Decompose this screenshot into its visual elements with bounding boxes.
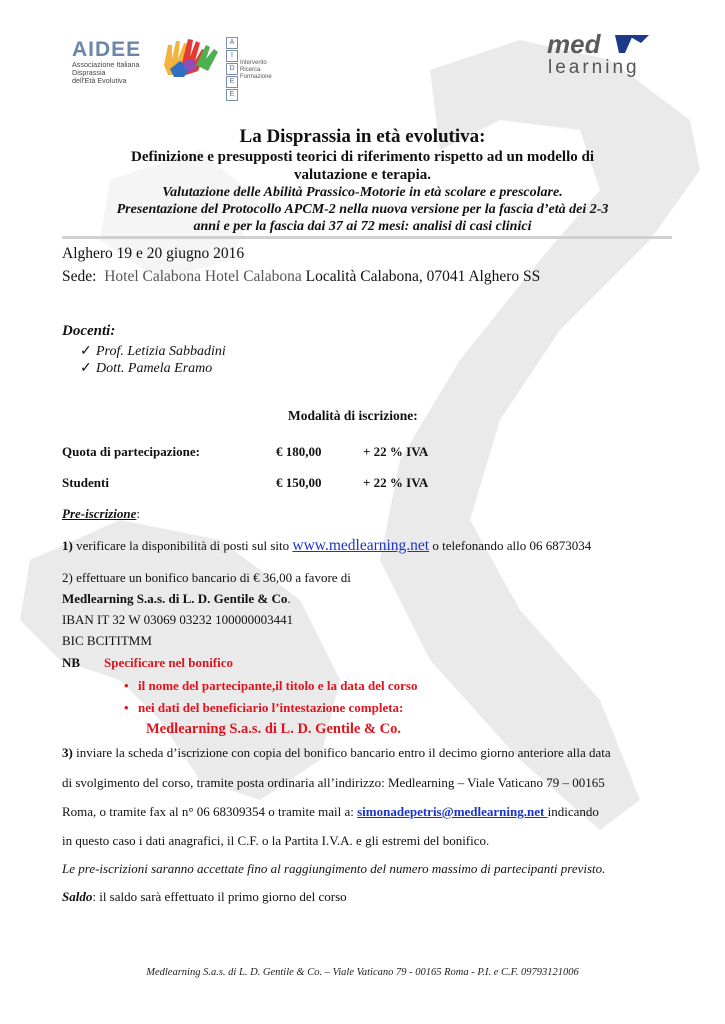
course-title-block (40, 126, 685, 235)
nb-label: NB (62, 655, 81, 670)
fee-price: € 180,00 (276, 444, 322, 459)
fee-label: Studenti (62, 475, 109, 490)
aidee-letter-grid: A I D E E (226, 37, 238, 102)
beneficiary: Medlearning S.a.s. di L. D. Gentile & Co. (62, 591, 291, 606)
note: Le pre-iscrizioni saranno accettate fino al raggiungimento del numero massimo di partecipanti previsto. (62, 861, 606, 876)
docenti-label: Docenti: (62, 323, 116, 339)
step-3-line-2: di svolgimento del corso, tramite posta ordinaria all’indirizzo: Medlearning – Viale Vaticano 79 – 00165 (62, 775, 605, 790)
fee-vat: + 22 % IVA (363, 475, 429, 490)
course-description-3: anni e per la fascia dai 37 ai 72 mesi: analisi di casi clinici (193, 219, 532, 234)
hands-logo-icon (160, 35, 222, 79)
nb-item: • il nome del partecipante,il titolo e la data del corso (124, 678, 418, 693)
nb-item: • nei dati del beneficiario l’intestazione completa: (124, 700, 404, 715)
step-3-line-1: 3) inviare la scheda d’iscrizione con copia del bonifico bancario entro il decimo giorno anteriore alla data (62, 745, 611, 760)
docente-item: ✓ Dott. Pamela Eramo (80, 361, 213, 376)
course-description-1: Valutazione delle Abilità Prassico-Motorie in età scolare e prescolare. (162, 185, 563, 200)
checkmark-icon: ✓ (80, 361, 92, 376)
medlearning-logo-learning: learning (548, 57, 640, 78)
iban: IBAN IT 32 W 03069 03232 100000003441 (62, 612, 294, 627)
course-title: La Disprassia in età evolutiva: (239, 126, 486, 147)
step-1: 1) verificare la disponibilità di posti sul sito www.medlearning.net o telefonando allo 06 6873034 (62, 537, 592, 554)
bic: BIC BCITITMM (62, 633, 152, 648)
website-link[interactable]: www.medlearning.net (292, 537, 430, 554)
step-3-line-4: in questo caso i dati anagrafici, il C.F. o la Partita I.V.A. e gli estremi del bonifico. (62, 833, 490, 848)
fee-price: € 150,00 (276, 475, 322, 490)
aidee-tagline: Intervento Ricerca Formazione (240, 60, 272, 80)
checkmark-icon: ✓ (80, 344, 92, 359)
preiscrizione-label: Pre-iscrizione: (62, 506, 141, 521)
course-description-2: Presentazione del Protocollo APCM-2 nella nuova versione per la fascia d’età dei 2-3 (116, 202, 609, 217)
event-venue: Sede: Hotel Calabona Hotel Calabona Località Calabona, 07041 Alghero SS (62, 268, 541, 285)
email-link[interactable]: simonadepetris@medlearning.net (357, 804, 548, 819)
medlearning-logo-med: med (547, 31, 601, 59)
nb-text: Specificare nel bonifico (104, 655, 234, 670)
saldo: Saldo: il saldo sarà effettuato il primo giorno del corso (62, 889, 347, 904)
fee-label: Quota di partecipazione: (62, 444, 200, 459)
bullet-icon: • (124, 678, 129, 693)
iscrizione-heading: Modalità di iscrizione: (288, 408, 418, 423)
footer: Medlearning S.a.s. di L. D. Gentile & Co. – Viale Vaticano 79 - 00165 Roma - P.I. e C.F. 09793121006 (146, 967, 579, 978)
aidee-logo-subtitle: Associazione Italiana Disprassia dell'Età Evolutiva (72, 60, 140, 85)
course-subtitle-2: valutazione e terapia. (293, 167, 432, 183)
bullet-icon: • (124, 700, 129, 715)
event-date: Alghero 19 e 20 giugno 2016 (62, 245, 245, 262)
aidee-logo-text: AIDEE (72, 38, 142, 61)
fee-vat: + 22 % IVA (363, 444, 429, 459)
docente-item: ✓ Prof. Letizia Sabbadini (80, 344, 226, 359)
nb-company: Medlearning S.a.s. di L. D. Gentile & Co. (146, 721, 401, 737)
step-3-line-3: Roma, o tramite fax al n° 06 68309354 o tramite mail a: simonadepetris@medlearning.net indicando (62, 804, 599, 819)
course-subtitle-1: Definizione e presupposti teorici di riferimento rispetto ad un modello di (130, 149, 595, 165)
step-2: 2) effettuare un bonifico bancario di € 36,00 a favore di (62, 570, 351, 585)
title-divider (62, 236, 672, 239)
